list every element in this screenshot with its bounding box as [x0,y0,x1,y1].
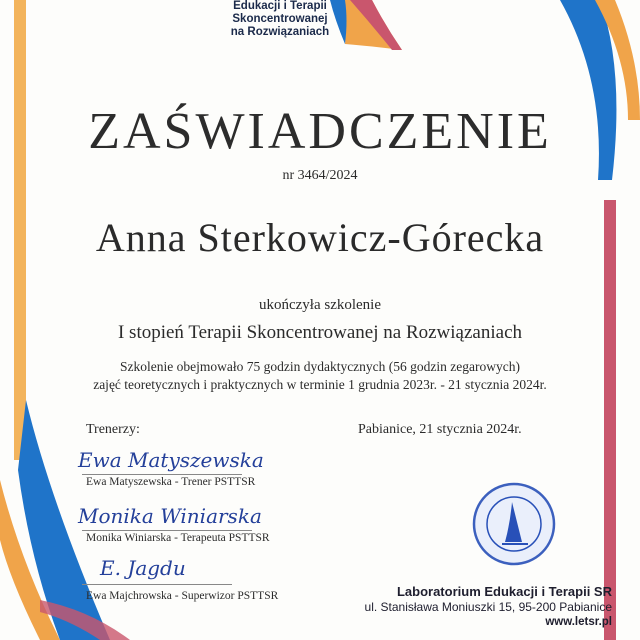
signature-monika-winiarska: Monika Winiarska [78,504,262,528]
header-line: Edukacji i Terapii [233,0,327,12]
right-pink-stripe [604,200,616,640]
organization-header [205,0,355,39]
header-line: na Rozwiązaniach [230,26,330,38]
footer-lab-info [365,584,612,630]
description-line: Szkolenie obejmowało 75 godzin dydaktycznych (56 godzin zegarowych) [119,359,520,374]
trainers-label: Trenerzy: [86,422,140,437]
certificate-title: ZAŚWIADCZENIE [88,103,552,160]
lab-website: www.letsr.pl [545,616,612,628]
lab-address: ul. Stanisława Moniuszki 15, 95-200 Pabianice [364,600,612,614]
trainer-caption: Monika Winiarska - Terapeuta PSTTSR [86,532,270,544]
signature-ewa-majchrowska: E. Jagdu [100,556,186,580]
description-line: zajęć teoretycznych i praktycznych w terminie 1 grudnia 2023r. - 21 stycznia 2024r. [93,377,547,392]
signature-ewa-matyszewska: Ewa Matyszewska [78,448,264,472]
recipient-name: Anna Sterkowicz-Górecka [95,215,545,260]
place-and-date: Pabianice, 21 stycznia 2024r. [358,422,522,437]
course-description [0,358,640,394]
course-name: I stopień Terapii Skoncentrowanej na Rozwiązaniach [117,322,523,343]
header-line: Skoncentrowanej [232,13,328,25]
signature-line [82,530,252,531]
signature-line [82,474,242,475]
certificate-number: nr 3464/2024 [282,168,358,183]
lab-name: Laboratorium Edukacji i Terapii SR [396,584,612,599]
organization-seal-stamp [472,482,556,566]
completed-text: ukończyła szkolenie [258,297,382,313]
trainer-caption: Ewa Majchrowska - Superwizor PSTTSR [86,590,279,602]
signature-line [82,584,232,585]
trainer-caption: Ewa Matyszewska - Trener PSTTSR [86,476,256,488]
